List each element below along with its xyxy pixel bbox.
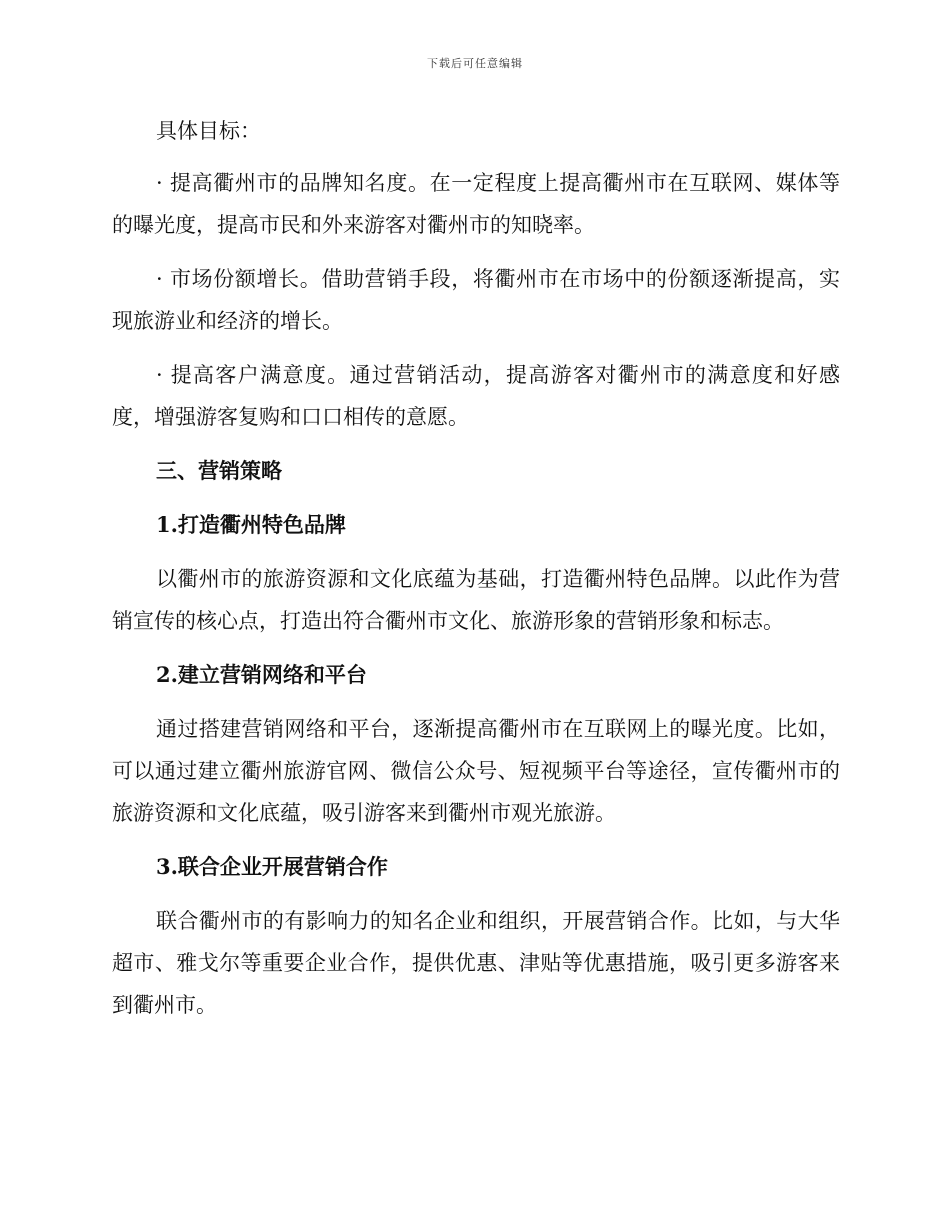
strategy-3-heading: 3.联合企业开展营销合作 (156, 854, 388, 879)
strategy-1-paragraph: 以衢州市的旅游资源和文化底蕴为基础，打造衢州特色品牌。以此作为营销宣传的核心点，打造出符合衢州市文化、旅游形象的营销形象和标志。 (112, 567, 840, 633)
goal-item-2: · 市场份额增长。借助营销手段，将衢州市在市场中的份额逐渐提高，实现旅游业和经济的增长。 (112, 267, 840, 333)
section-heading: 三、营销策略 (156, 458, 282, 483)
goal-item-3: · 提高客户满意度。通过营销活动，提高游客对衢州市的满意度和好感度，增强游客复购和口口相传的意愿。 (112, 363, 840, 429)
strategy-3-paragraph: 联合衢州市的有影响力的知名企业和组织，开展营销合作。比如，与大华超市、雅戈尔等重要企业合作，提供优惠、津贴等优惠措施，吸引更多游客来到衢州市。 (112, 909, 840, 1017)
document-body (112, 110, 840, 1038)
goals-title: 具体目标： (156, 119, 261, 143)
strategy-2-paragraph: 通过搭建营销网络和平台，逐渐提高衢州市在互联网上的曝光度。比如，可以通过建立衢州旅游官网、微信公众号、短视频平台等途径，宣传衢州市的旅游资源和文化底蕴，吸引游客来到衢州市观光旅游。 (112, 717, 840, 825)
strategy-2-heading: 2.建立营销网络和平台 (156, 662, 367, 687)
goal-item-1: · 提高衢州市的品牌知名度。在一定程度上提高衢州市在互联网、媒体等的曝光度，提高市民和外来游客对衢州市的知晓率。 (112, 171, 840, 237)
strategy-1-heading: 1.打造衢州特色品牌 (156, 512, 346, 537)
page-header: 下载后可任意编辑 (427, 57, 523, 70)
